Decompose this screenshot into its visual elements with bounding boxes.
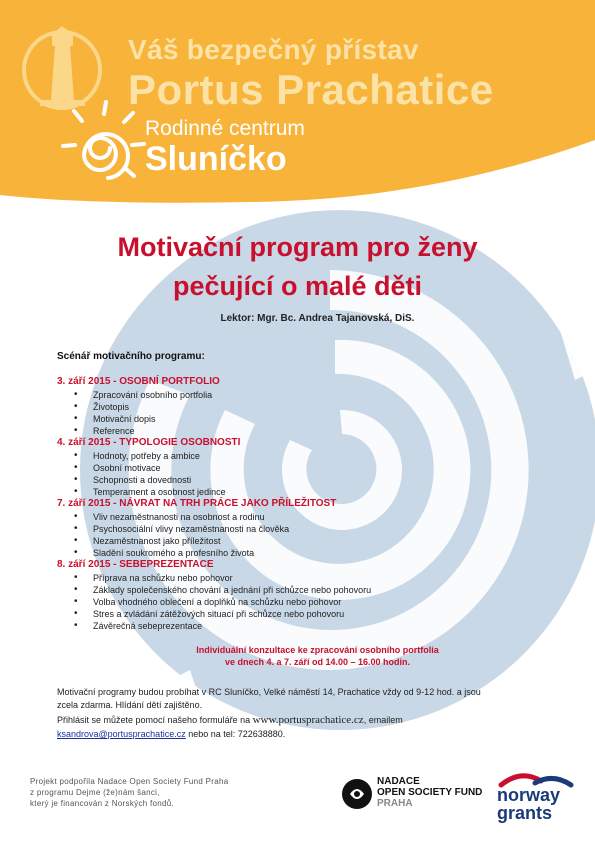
page-title-line2: pečující o malé děti bbox=[172, 271, 423, 301]
signup-prefix: Přihlásit se můžete pomocí našeho formuláře na bbox=[57, 715, 253, 725]
osf-line3: PRAHA bbox=[377, 798, 413, 809]
website-link[interactable]: www.portusprachatice.cz bbox=[252, 714, 364, 726]
email-link[interactable]: ksandrova@portusprachatice.cz bbox=[57, 729, 186, 739]
list-item: • Hodnoty, potřeby a ambice bbox=[62, 450, 226, 462]
section-heading: 7. září 2015 - NÁVRAT NA TRH PRÁCE JAKO PŘÍLEŽITOST bbox=[57, 498, 337, 509]
list-item: • Závěrečná sebeprezentace bbox=[62, 620, 371, 632]
list-item: • Vliv nezaměstnanosti na osobnost a rodinu bbox=[62, 511, 289, 523]
section-heading: 3. září 2015 - OSOBNÍ PORTFOLIO bbox=[57, 376, 220, 387]
osf-line2: OPEN SOCIETY FUND bbox=[377, 787, 483, 798]
list-item: • Základy společenského chování a jednání při schůzce nebo pohovoru bbox=[62, 584, 371, 596]
footer bbox=[0, 754, 595, 842]
header-brand: Portus Prachatice bbox=[128, 66, 494, 113]
list-item: • Volba vhodného oblečení a doplňků na schůzku nebo pohovor bbox=[62, 596, 371, 608]
list-item: • Stres a zvládání zátěžových situací při schůzce nebo pohovoru bbox=[62, 608, 371, 620]
center-subtitle: Rodinné centrum bbox=[145, 117, 305, 140]
footer-line2: z programu Dejme (že)nám šanci, bbox=[30, 788, 160, 797]
center-name: Sluníčko bbox=[145, 140, 287, 178]
consultation-line1: Individuální konzultace ke zpracování osobního portfolia bbox=[196, 645, 439, 655]
info-line2: zcela zdarma. Hlídání dětí zajištěno. bbox=[57, 700, 203, 710]
phone-text: nebo na tel: 722638880. bbox=[185, 729, 286, 739]
section-list bbox=[62, 450, 226, 498]
list-item: • Životopis bbox=[62, 401, 212, 413]
header-tagline: Váš bezpečný přístav bbox=[128, 34, 419, 65]
list-item: • Nezaměstnanost jako příležitost bbox=[62, 535, 289, 547]
list-item: • Temperament a osobnost jedince bbox=[62, 486, 226, 498]
section-list bbox=[62, 572, 371, 632]
list-item: • Příprava na schůzku nebo pohovor bbox=[62, 572, 371, 584]
list-item: • Sladění soukromého a profesního života bbox=[62, 547, 289, 559]
list-item: • Reference bbox=[62, 425, 212, 437]
scenario-heading: Scénář motivačního programu: bbox=[57, 351, 205, 362]
signup-suffix: , emailem bbox=[363, 715, 403, 725]
page-title-line1: Motivační program pro ženy bbox=[117, 232, 478, 262]
section-heading: 4. září 2015 - TYPOLOGIE OSOBNOSTI bbox=[57, 437, 241, 448]
consultation-line2: ve dnech 4. a 7. září od 14.00 – 16.00 hodin. bbox=[224, 657, 411, 667]
footer-line1: Projekt podpořila Nadace Open Society Fund Praha bbox=[30, 777, 229, 786]
footer-line3: který je financován z Norských fondů. bbox=[30, 799, 175, 808]
info-line1: Motivační programy budou probíhat v RC Sluníčko, Velké náměstí 14, Prachatice vždy od 9-12 hod. a jsou bbox=[57, 687, 481, 697]
section-heading: 8. září 2015 - SEBEPREZENTACE bbox=[57, 559, 214, 570]
footer-text bbox=[30, 776, 229, 809]
list-item: • Motivační dopis bbox=[62, 413, 212, 425]
list-item: • Schopnosti a dovednosti bbox=[62, 474, 226, 486]
list-item: • Psychosociální vlivy nezaměstnanosti na člověka bbox=[62, 523, 289, 535]
norway-line1: norway bbox=[497, 785, 561, 805]
norway-line2: grants bbox=[497, 803, 553, 823]
osf-name bbox=[377, 776, 482, 809]
list-item: • Osobní motivace bbox=[62, 462, 226, 474]
norway-grants-text bbox=[497, 786, 560, 822]
section-list bbox=[62, 389, 212, 437]
list-item: • Zpracování osobního portfolia bbox=[62, 389, 212, 401]
section-list bbox=[62, 511, 289, 559]
contact-line bbox=[57, 728, 285, 741]
osf-line1: NADACE bbox=[377, 776, 420, 787]
signup-line bbox=[57, 714, 403, 727]
open-society-logo-icon bbox=[341, 778, 373, 810]
lecturer: Lektor: Mgr. Bc. Andrea Tajanovská, DiS. bbox=[220, 313, 415, 324]
